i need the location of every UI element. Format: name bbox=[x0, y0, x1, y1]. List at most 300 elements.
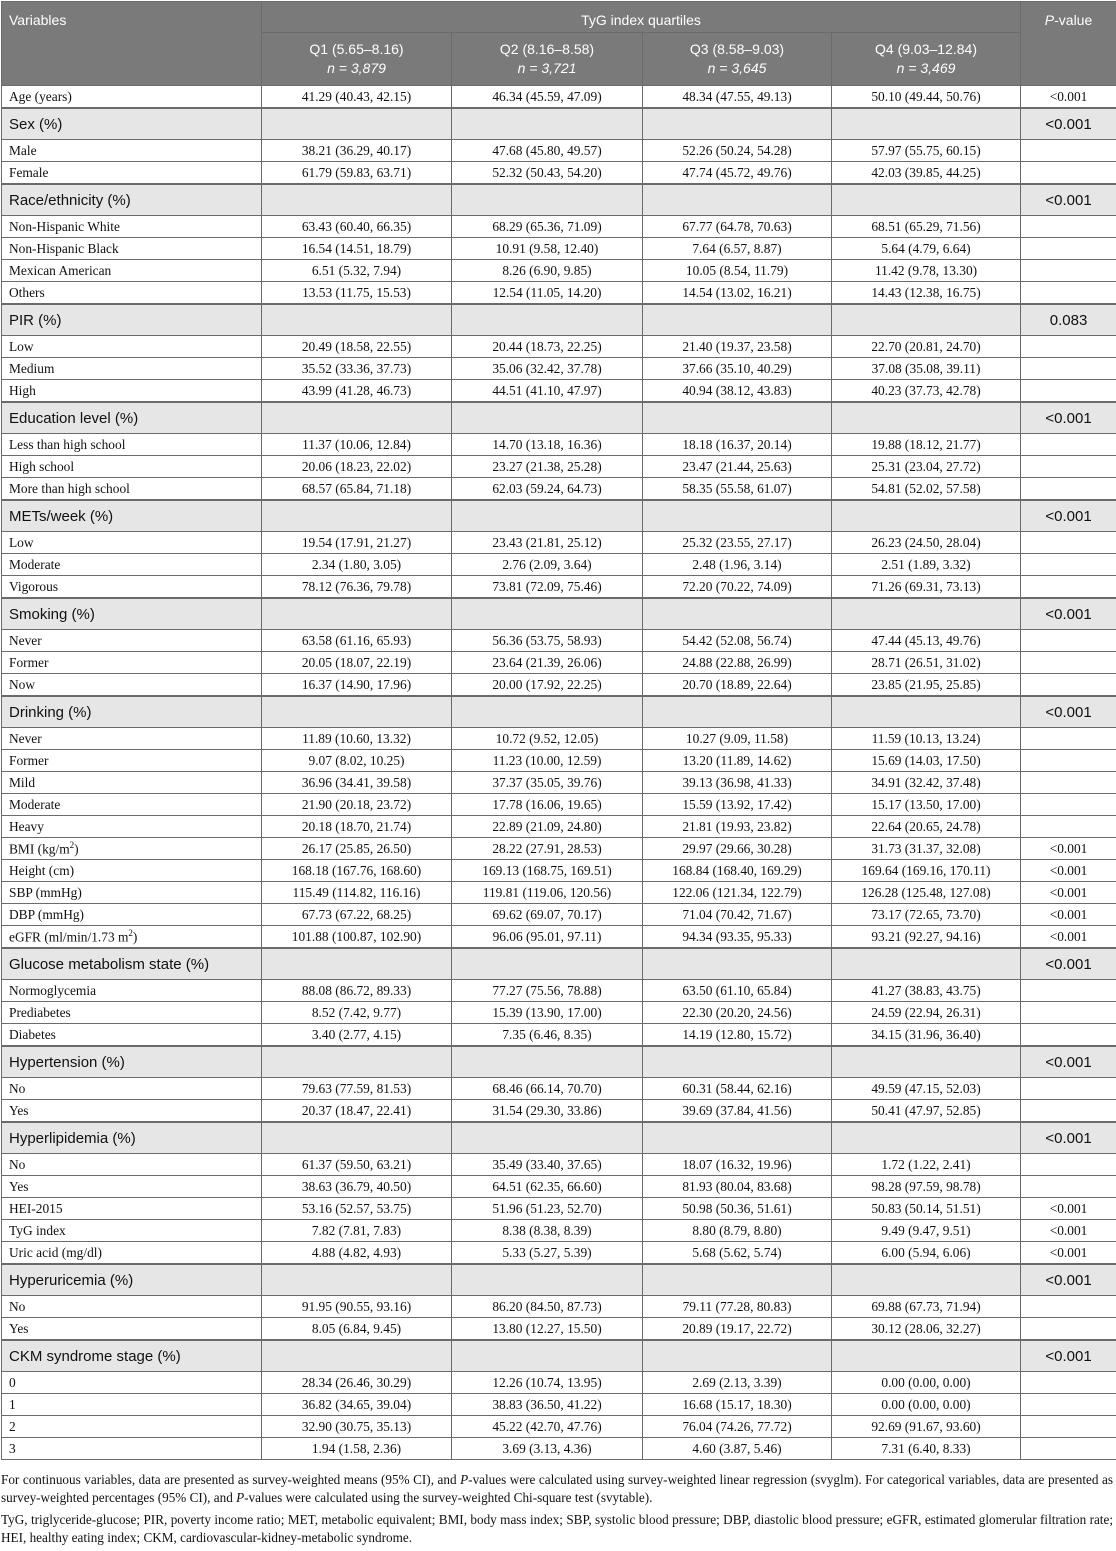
table-footnotes bbox=[1, 1471, 1113, 1551]
q4-value-cell: 49.59 (47.15, 52.03) bbox=[832, 1078, 1021, 1100]
row-label-text: Male bbox=[9, 143, 37, 158]
row-label bbox=[2, 456, 262, 478]
row-label bbox=[2, 380, 262, 403]
p-value-cell bbox=[1021, 554, 1116, 576]
empty-cell bbox=[262, 184, 452, 216]
q4-value-cell: 19.88 (18.12, 21.77) bbox=[832, 434, 1021, 456]
p-value-cell: <0.001 bbox=[1021, 838, 1116, 860]
q3-value-cell: 2.48 (1.96, 3.14) bbox=[643, 554, 832, 576]
p-value-cell bbox=[1021, 1002, 1116, 1024]
p-value-cell: <0.001 bbox=[1021, 184, 1116, 216]
q2-value-cell: 96.06 (95.01, 97.11) bbox=[452, 926, 643, 949]
q4-value-cell: 23.85 (21.95, 25.85) bbox=[832, 674, 1021, 697]
q2-value-cell: 8.38 (8.38, 8.39) bbox=[452, 1220, 643, 1242]
row-label bbox=[2, 358, 262, 380]
p-value-cell bbox=[1021, 1024, 1116, 1047]
empty-cell bbox=[643, 1046, 832, 1078]
row-label bbox=[2, 1318, 262, 1341]
row-label-text: Age (years) bbox=[9, 89, 72, 104]
p-value-cell bbox=[1021, 456, 1116, 478]
row-label bbox=[2, 140, 262, 162]
section-label: Glucose metabolism state (%) bbox=[2, 948, 262, 980]
table-header bbox=[2, 2, 1116, 86]
row-label bbox=[2, 728, 262, 750]
q3-value-cell: 39.69 (37.84, 41.56) bbox=[643, 1100, 832, 1123]
p-value-cell bbox=[1021, 576, 1116, 599]
row-label bbox=[2, 1296, 262, 1318]
table-row bbox=[2, 816, 1116, 838]
table-row bbox=[2, 456, 1116, 478]
p-value-cell bbox=[1021, 1154, 1116, 1176]
empty-cell bbox=[832, 304, 1021, 336]
section-row bbox=[2, 304, 1116, 336]
row-label bbox=[2, 630, 262, 652]
q2-value-cell: 23.27 (21.38, 25.28) bbox=[452, 456, 643, 478]
row-label bbox=[2, 838, 262, 860]
q4-value-cell: 22.64 (20.65, 24.78) bbox=[832, 816, 1021, 838]
q3-value-cell: 10.05 (8.54, 11.79) bbox=[643, 260, 832, 282]
p-value-cell bbox=[1021, 380, 1116, 403]
q1-value-cell: 20.49 (18.58, 22.55) bbox=[262, 336, 452, 358]
q4-value-cell: 47.44 (45.13, 49.76) bbox=[832, 630, 1021, 652]
q2-value-cell: 73.81 (72.09, 75.46) bbox=[452, 576, 643, 599]
row-label-text: Less than high school bbox=[9, 437, 125, 452]
row-label bbox=[2, 1198, 262, 1220]
q3-value-cell: 14.19 (12.80, 15.72) bbox=[643, 1024, 832, 1047]
row-label bbox=[2, 794, 262, 816]
footnote-abbreviations: TyG, triglyceride-glucose; PIR, poverty income ratio; MET, metabolic equivalent; BMI, body mass index; SBP, systolic blood pressure; DBP, diastolic blood pressure; eGFR, estimated glomerular filtration rate; HEI, healthy eating index; CKM, cardiovascular-kidney-metabolic syndrome. bbox=[1, 1511, 1113, 1546]
table-row bbox=[2, 554, 1116, 576]
section-label: Hyperlipidemia (%) bbox=[2, 1122, 262, 1154]
row-label bbox=[2, 816, 262, 838]
empty-cell bbox=[262, 1122, 452, 1154]
q2-value-cell: 11.23 (10.00, 12.59) bbox=[452, 750, 643, 772]
q4-value-cell: 24.59 (22.94, 26.31) bbox=[832, 1002, 1021, 1024]
table-row bbox=[2, 860, 1116, 882]
row-label bbox=[2, 674, 262, 697]
section-row bbox=[2, 1340, 1116, 1372]
section-label: PIR (%) bbox=[2, 304, 262, 336]
q4-value-cell: 28.71 (26.51, 31.02) bbox=[832, 652, 1021, 674]
q2-value-cell: 51.96 (51.23, 52.70) bbox=[452, 1198, 643, 1220]
p-value-cell bbox=[1021, 1176, 1116, 1198]
table-row bbox=[2, 1318, 1116, 1341]
q2-value-cell: 46.34 (45.59, 47.09) bbox=[452, 86, 643, 109]
row-label-text: Low bbox=[9, 339, 34, 354]
row-label-superscript: 2 bbox=[70, 840, 75, 850]
row-label-text: No bbox=[9, 1299, 25, 1314]
row-label-text: Moderate bbox=[9, 557, 60, 572]
row-label-text: Normoglycemia bbox=[9, 983, 96, 998]
row-label-text: TyG index bbox=[9, 1223, 66, 1238]
empty-cell bbox=[832, 500, 1021, 532]
q2-value-cell: 169.13 (168.75, 169.51) bbox=[452, 860, 643, 882]
q3-value-cell: 23.47 (21.44, 25.63) bbox=[643, 456, 832, 478]
row-label-text: 0 bbox=[9, 1375, 16, 1390]
row-label bbox=[2, 1154, 262, 1176]
row-label bbox=[2, 926, 262, 949]
row-label bbox=[2, 1242, 262, 1265]
row-label bbox=[2, 532, 262, 554]
empty-cell bbox=[832, 1340, 1021, 1372]
p-value-cell: <0.001 bbox=[1021, 1220, 1116, 1242]
q1-value-cell: 16.54 (14.51, 18.79) bbox=[262, 238, 452, 260]
q1-value-cell: 38.63 (36.79, 40.50) bbox=[262, 1176, 452, 1198]
q2-value-cell: 5.33 (5.27, 5.39) bbox=[452, 1242, 643, 1265]
q1-value-cell: 63.58 (61.16, 65.93) bbox=[262, 630, 452, 652]
p-value-cell: <0.001 bbox=[1021, 108, 1116, 140]
q2-value-cell: 38.83 (36.50, 41.22) bbox=[452, 1394, 643, 1416]
section-row bbox=[2, 1264, 1116, 1296]
p-value-cell: <0.001 bbox=[1021, 1264, 1116, 1296]
empty-cell bbox=[452, 108, 643, 140]
q4-value-cell: 54.81 (52.02, 57.58) bbox=[832, 478, 1021, 501]
empty-cell bbox=[262, 500, 452, 532]
table-row bbox=[2, 282, 1116, 305]
row-label bbox=[2, 1372, 262, 1394]
p-value-cell bbox=[1021, 980, 1116, 1002]
section-row bbox=[2, 1122, 1116, 1154]
row-label bbox=[2, 282, 262, 305]
q3-value-cell: 81.93 (80.04, 83.68) bbox=[643, 1176, 832, 1198]
empty-cell bbox=[452, 304, 643, 336]
row-label-text: Medium bbox=[9, 361, 54, 376]
q1-value-cell: 67.73 (67.22, 68.25) bbox=[262, 904, 452, 926]
q1-value-cell: 20.37 (18.47, 22.41) bbox=[262, 1100, 452, 1123]
q4-value-cell: 9.49 (9.47, 9.51) bbox=[832, 1220, 1021, 1242]
p-value-cell bbox=[1021, 750, 1116, 772]
q1-value-cell: 20.18 (18.70, 21.74) bbox=[262, 816, 452, 838]
q1-value-cell: 91.95 (90.55, 93.16) bbox=[262, 1296, 452, 1318]
table-row bbox=[2, 1024, 1116, 1047]
empty-cell bbox=[452, 1122, 643, 1154]
table-row bbox=[2, 1176, 1116, 1198]
p-value-cell: <0.001 bbox=[1021, 882, 1116, 904]
q3-value-cell: 37.66 (35.10, 40.29) bbox=[643, 358, 832, 380]
table-row bbox=[2, 478, 1116, 501]
q2-value-cell: 119.81 (119.06, 120.56) bbox=[452, 882, 643, 904]
q2-value-cell: 44.51 (41.10, 47.97) bbox=[452, 380, 643, 403]
row-label-text: Others bbox=[9, 285, 45, 300]
table-row bbox=[2, 434, 1116, 456]
q2-value-cell: 69.62 (69.07, 70.17) bbox=[452, 904, 643, 926]
section-row bbox=[2, 948, 1116, 980]
q4-value-cell: 31.73 (31.37, 32.08) bbox=[832, 838, 1021, 860]
row-label-text: Non-Hispanic Black bbox=[9, 241, 119, 256]
row-label-text: Moderate bbox=[9, 797, 60, 812]
q1-value-cell: 1.94 (1.58, 2.36) bbox=[262, 1438, 452, 1460]
row-label-text: High bbox=[9, 383, 36, 398]
p-value-cell: <0.001 bbox=[1021, 1340, 1116, 1372]
table-row bbox=[2, 260, 1116, 282]
table-row bbox=[2, 86, 1116, 109]
q1-value-cell: 43.99 (41.28, 46.73) bbox=[262, 380, 452, 403]
p-value-cell bbox=[1021, 1438, 1116, 1460]
empty-cell bbox=[643, 1340, 832, 1372]
section-label: Education level (%) bbox=[2, 402, 262, 434]
q3-value-cell: 76.04 (74.26, 77.72) bbox=[643, 1416, 832, 1438]
p-value-cell: <0.001 bbox=[1021, 1046, 1116, 1078]
q1-value-cell: 26.17 (25.85, 26.50) bbox=[262, 838, 452, 860]
header-variables: Variables bbox=[2, 2, 262, 86]
q2-value-cell: 7.35 (6.46, 8.35) bbox=[452, 1024, 643, 1047]
p-value-cell bbox=[1021, 140, 1116, 162]
q1-value-cell: 41.29 (40.43, 42.15) bbox=[262, 86, 452, 109]
section-row bbox=[2, 696, 1116, 728]
table-row bbox=[2, 238, 1116, 260]
row-label bbox=[2, 162, 262, 185]
section-row bbox=[2, 1046, 1116, 1078]
section-label: Sex (%) bbox=[2, 108, 262, 140]
q2-value-cell: 56.36 (53.75, 58.93) bbox=[452, 630, 643, 652]
row-label-text: Never bbox=[9, 633, 42, 648]
row-label-text: Height (cm) bbox=[9, 863, 74, 878]
q4-value-cell: 26.23 (24.50, 28.04) bbox=[832, 532, 1021, 554]
q4-value-cell: 22.70 (20.81, 24.70) bbox=[832, 336, 1021, 358]
q2-value-cell: 77.27 (75.56, 78.88) bbox=[452, 980, 643, 1002]
q1-value-cell: 38.21 (36.29, 40.17) bbox=[262, 140, 452, 162]
q3-value-cell: 39.13 (36.98, 41.33) bbox=[643, 772, 832, 794]
q2-value-cell: 12.54 (11.05, 14.20) bbox=[452, 282, 643, 305]
empty-cell bbox=[643, 696, 832, 728]
section-label: Race/ethnicity (%) bbox=[2, 184, 262, 216]
q1-value-cell: 168.18 (167.76, 168.60) bbox=[262, 860, 452, 882]
row-label bbox=[2, 1394, 262, 1416]
q1-value-cell: 36.82 (34.65, 39.04) bbox=[262, 1394, 452, 1416]
row-label bbox=[2, 1416, 262, 1438]
table-row bbox=[2, 1438, 1116, 1460]
table-row bbox=[2, 380, 1116, 403]
q2-value-cell: 64.51 (62.35, 66.60) bbox=[452, 1176, 643, 1198]
q4-value-cell: 50.10 (49.44, 50.76) bbox=[832, 86, 1021, 109]
p-value-cell: <0.001 bbox=[1021, 926, 1116, 949]
empty-cell bbox=[452, 696, 643, 728]
q2-value-cell: 68.46 (66.14, 70.70) bbox=[452, 1078, 643, 1100]
p-value-cell: <0.001 bbox=[1021, 1122, 1116, 1154]
q4-value-cell: 0.00 (0.00, 0.00) bbox=[832, 1394, 1021, 1416]
q3-value-cell: 52.26 (50.24, 54.28) bbox=[643, 140, 832, 162]
q2-value-cell: 35.06 (32.42, 37.78) bbox=[452, 358, 643, 380]
q2-value-cell: 62.03 (59.24, 64.73) bbox=[452, 478, 643, 501]
row-label-text: Vigorous bbox=[9, 579, 58, 594]
q1-value-cell: 101.88 (100.87, 102.90) bbox=[262, 926, 452, 949]
empty-cell bbox=[452, 948, 643, 980]
empty-cell bbox=[832, 696, 1021, 728]
row-label-text: Mexican American bbox=[9, 263, 111, 278]
row-label-text: eGFR (ml/min/1.73 m bbox=[9, 929, 128, 944]
q1-value-cell: 3.40 (2.77, 4.15) bbox=[262, 1024, 452, 1047]
row-label bbox=[2, 652, 262, 674]
p-value-cell bbox=[1021, 282, 1116, 305]
row-label-text: High school bbox=[9, 459, 74, 474]
table-row bbox=[2, 1002, 1116, 1024]
table-row bbox=[2, 162, 1116, 185]
q4-value-cell: 34.91 (32.42, 37.48) bbox=[832, 772, 1021, 794]
row-label bbox=[2, 336, 262, 358]
row-label bbox=[2, 478, 262, 501]
baseline-characteristics-table bbox=[1, 1, 1116, 1460]
q4-value-cell: 30.12 (28.06, 32.27) bbox=[832, 1318, 1021, 1341]
p-value-cell bbox=[1021, 772, 1116, 794]
p-value-cell: <0.001 bbox=[1021, 948, 1116, 980]
q1-value-cell: 115.49 (114.82, 116.16) bbox=[262, 882, 452, 904]
p-value-cell: 0.083 bbox=[1021, 304, 1116, 336]
row-label bbox=[2, 882, 262, 904]
section-label: Hyperuricemia (%) bbox=[2, 1264, 262, 1296]
q3-value-cell: 40.94 (38.12, 43.83) bbox=[643, 380, 832, 403]
empty-cell bbox=[832, 402, 1021, 434]
q2-value-cell: 17.78 (16.06, 19.65) bbox=[452, 794, 643, 816]
empty-cell bbox=[643, 108, 832, 140]
table-row bbox=[2, 358, 1116, 380]
q2-value-cell: 14.70 (13.18, 16.36) bbox=[452, 434, 643, 456]
empty-cell bbox=[643, 184, 832, 216]
p-value-cell bbox=[1021, 816, 1116, 838]
p-value-cell bbox=[1021, 434, 1116, 456]
p-value-cell bbox=[1021, 1394, 1116, 1416]
q3-value-cell: 24.88 (22.88, 26.99) bbox=[643, 652, 832, 674]
p-value-cell bbox=[1021, 1296, 1116, 1318]
q1-value-cell: 68.57 (65.84, 71.18) bbox=[262, 478, 452, 501]
p-value-cell bbox=[1021, 260, 1116, 282]
row-label-text: 2 bbox=[9, 1419, 16, 1434]
table-row bbox=[2, 1416, 1116, 1438]
row-label bbox=[2, 1220, 262, 1242]
row-label-text: Yes bbox=[9, 1179, 28, 1194]
q4-value-cell: 57.97 (55.75, 60.15) bbox=[832, 140, 1021, 162]
row-label-text: Diabetes bbox=[9, 1027, 56, 1042]
q4-value-cell: 15.17 (13.50, 17.00) bbox=[832, 794, 1021, 816]
empty-cell bbox=[262, 108, 452, 140]
q3-value-cell: 48.34 (47.55, 49.13) bbox=[643, 86, 832, 109]
row-label-text: 3 bbox=[9, 1441, 16, 1456]
row-label-end: ) bbox=[74, 841, 78, 856]
row-label-text: DBP (mmHg) bbox=[9, 907, 84, 922]
q1-value-cell: 20.06 (18.23, 22.02) bbox=[262, 456, 452, 478]
row-label-text: No bbox=[9, 1157, 25, 1172]
empty-cell bbox=[643, 1122, 832, 1154]
row-label-text: Female bbox=[9, 165, 48, 180]
section-row bbox=[2, 500, 1116, 532]
table-row bbox=[2, 674, 1116, 697]
empty-cell bbox=[832, 948, 1021, 980]
q3-value-cell: 16.68 (15.17, 18.30) bbox=[643, 1394, 832, 1416]
q3-value-cell: 71.04 (70.42, 71.67) bbox=[643, 904, 832, 926]
table-row bbox=[2, 1394, 1116, 1416]
empty-cell bbox=[262, 948, 452, 980]
q3-value-cell: 168.84 (168.40, 169.29) bbox=[643, 860, 832, 882]
table-row bbox=[2, 794, 1116, 816]
row-label bbox=[2, 1438, 262, 1460]
empty-cell bbox=[832, 1264, 1021, 1296]
row-label bbox=[2, 1024, 262, 1047]
q3-value-cell: 14.54 (13.02, 16.21) bbox=[643, 282, 832, 305]
q3-value-cell: 54.42 (52.08, 56.74) bbox=[643, 630, 832, 652]
q4-value-cell: 34.15 (31.96, 36.40) bbox=[832, 1024, 1021, 1047]
p-value-cell bbox=[1021, 532, 1116, 554]
q3-value-cell: 7.64 (6.57, 8.87) bbox=[643, 238, 832, 260]
empty-cell bbox=[832, 108, 1021, 140]
q2-value-cell: 47.68 (45.80, 49.57) bbox=[452, 140, 643, 162]
q2-value-cell: 8.26 (6.90, 9.85) bbox=[452, 260, 643, 282]
empty-cell bbox=[452, 1340, 643, 1372]
empty-cell bbox=[832, 1122, 1021, 1154]
section-label: Hypertension (%) bbox=[2, 1046, 262, 1078]
q2-value-cell: 23.43 (21.81, 25.12) bbox=[452, 532, 643, 554]
q3-value-cell: 79.11 (77.28, 80.83) bbox=[643, 1296, 832, 1318]
q4-value-cell: 126.28 (125.48, 127.08) bbox=[832, 882, 1021, 904]
q4-value-cell: 71.26 (69.31, 73.13) bbox=[832, 576, 1021, 599]
row-label-text: Former bbox=[9, 753, 48, 768]
q3-value-cell: 72.20 (70.22, 74.09) bbox=[643, 576, 832, 599]
q2-value-cell: 52.32 (50.43, 54.20) bbox=[452, 162, 643, 185]
empty-cell bbox=[262, 1046, 452, 1078]
row-label-text: Uric acid (mg/dl) bbox=[9, 1245, 102, 1260]
q2-value-cell: 15.39 (13.90, 17.00) bbox=[452, 1002, 643, 1024]
q1-value-cell: 20.05 (18.07, 22.19) bbox=[262, 652, 452, 674]
row-label bbox=[2, 260, 262, 282]
p-value-cell bbox=[1021, 728, 1116, 750]
table-row bbox=[2, 1078, 1116, 1100]
section-label: Drinking (%) bbox=[2, 696, 262, 728]
p-value-cell bbox=[1021, 1372, 1116, 1394]
q1-value-cell: 88.08 (86.72, 89.33) bbox=[262, 980, 452, 1002]
table-row bbox=[2, 728, 1116, 750]
q2-value-cell: 22.89 (21.09, 24.80) bbox=[452, 816, 643, 838]
empty-cell bbox=[643, 948, 832, 980]
row-label-text: HEI-2015 bbox=[9, 1201, 63, 1216]
p-value-cell: <0.001 bbox=[1021, 904, 1116, 926]
table-row bbox=[2, 838, 1116, 860]
q4-value-cell: 11.42 (9.78, 13.30) bbox=[832, 260, 1021, 282]
q1-value-cell: 13.53 (11.75, 15.53) bbox=[262, 282, 452, 305]
row-label-text: Heavy bbox=[9, 819, 44, 834]
q3-value-cell: 13.20 (11.89, 14.62) bbox=[643, 750, 832, 772]
p-value-cell bbox=[1021, 216, 1116, 238]
q2-value-cell: 2.76 (2.09, 3.64) bbox=[452, 554, 643, 576]
q4-value-cell: 69.88 (67.73, 71.94) bbox=[832, 1296, 1021, 1318]
empty-cell bbox=[643, 402, 832, 434]
row-label bbox=[2, 554, 262, 576]
empty-cell bbox=[643, 304, 832, 336]
empty-cell bbox=[452, 184, 643, 216]
q3-value-cell: 29.97 (29.66, 30.28) bbox=[643, 838, 832, 860]
q2-value-cell: 31.54 (29.30, 33.86) bbox=[452, 1100, 643, 1123]
empty-cell bbox=[452, 500, 643, 532]
header-p-value: P-value bbox=[1021, 2, 1116, 86]
q4-value-cell: 5.64 (4.79, 6.64) bbox=[832, 238, 1021, 260]
q1-value-cell: 7.82 (7.81, 7.83) bbox=[262, 1220, 452, 1242]
row-label-text: BMI (kg/m bbox=[9, 841, 70, 856]
q2-value-cell: 28.22 (27.91, 28.53) bbox=[452, 838, 643, 860]
p-value-cell bbox=[1021, 794, 1116, 816]
p-value-cell bbox=[1021, 478, 1116, 501]
table-row bbox=[2, 926, 1116, 949]
q3-value-cell: 63.50 (61.10, 65.84) bbox=[643, 980, 832, 1002]
p-value-cell bbox=[1021, 674, 1116, 697]
q2-value-cell: 35.49 (33.40, 37.65) bbox=[452, 1154, 643, 1176]
q2-value-cell: 10.91 (9.58, 12.40) bbox=[452, 238, 643, 260]
table-row bbox=[2, 1198, 1116, 1220]
section-row bbox=[2, 402, 1116, 434]
q4-value-cell: 73.17 (72.65, 73.70) bbox=[832, 904, 1021, 926]
p-value-cell: <0.001 bbox=[1021, 86, 1116, 109]
table-row bbox=[2, 904, 1116, 926]
p-value-cell bbox=[1021, 652, 1116, 674]
empty-cell bbox=[643, 500, 832, 532]
q1-value-cell: 78.12 (76.36, 79.78) bbox=[262, 576, 452, 599]
table-body bbox=[2, 86, 1116, 1460]
